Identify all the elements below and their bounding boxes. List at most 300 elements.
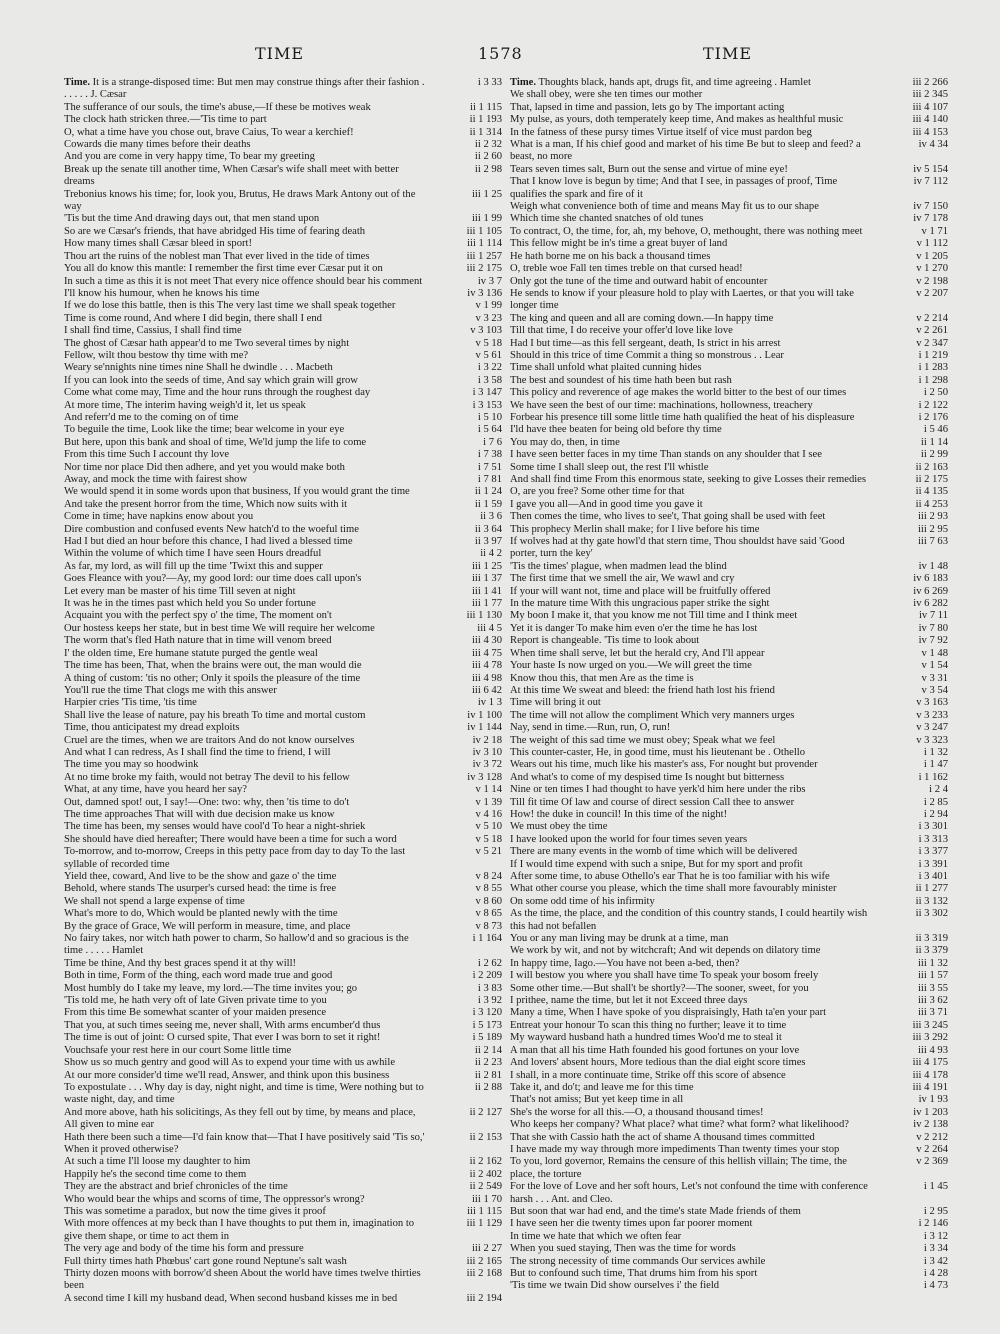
concordance-entry — [510, 908, 948, 933]
quotation-text: We must obey the time — [510, 821, 608, 833]
concordance-entry — [510, 1057, 948, 1069]
concordance-entry — [64, 325, 502, 337]
quotation-text: Behold, where stands The usurper's cursed head: the time is free — [64, 883, 337, 895]
act-scene-line-reference: iii 3 245 — [912, 1019, 948, 1031]
concordance-entry — [64, 970, 502, 982]
quotation-text: But to confound such time, That drums him from his sport — [510, 1268, 758, 1279]
act-scene-line-reference: i 2 122 — [918, 399, 948, 411]
quotation-text: What is a man, If his chief good and market of his time Be but to sleep and feed? a beast, no more — [510, 139, 861, 163]
quotation-text: For the love of Love and her soft hours, Let's not confound the time with conference harsh . . . Ant. and Cleo. — [510, 1181, 868, 1205]
act-scene-line-reference: iv 7 112 — [913, 176, 948, 188]
concordance-entry — [64, 226, 502, 238]
act-scene-line-reference: i 1 219 — [918, 349, 948, 361]
act-scene-line-reference: ii 2 162 — [469, 1156, 502, 1168]
quotation-text: They are the abstract and brief chronicles of the time — [64, 1181, 288, 1193]
quotation-text: We shall not spend a large expense of time — [64, 895, 245, 907]
quotation-text: When time shall serve, let but the herald cry, And I'll appear — [510, 647, 765, 659]
concordance-entry — [64, 1169, 502, 1181]
quotation-text: The time has been, my senses would have cool'd To hear a night-shriek — [64, 821, 366, 833]
concordance-entry — [64, 486, 502, 498]
concordance-entry — [64, 561, 502, 573]
concordance-entry — [510, 462, 948, 474]
concordance-entry — [64, 735, 502, 747]
concordance-entry — [510, 1268, 948, 1280]
quotation-text: A thing of custom: 'tis no other; Only it spoils the pleasure of the time — [64, 672, 361, 684]
act-scene-line-reference: iv 6 269 — [913, 585, 948, 597]
concordance-entry — [64, 424, 502, 436]
act-scene-line-reference: iv 1 203 — [913, 1106, 948, 1118]
concordance-entry — [510, 524, 948, 536]
act-scene-line-reference: iv 7 92 — [918, 635, 948, 647]
concordance-entry — [64, 474, 502, 486]
concordance-entry — [510, 660, 948, 672]
quotation-text: Weary se'nnights nine times nine Shall he dwindle . . . Macbeth — [64, 362, 333, 374]
act-scene-line-reference: iii 2 27 — [471, 1243, 502, 1255]
quotation-text: He hath borne me on his back a thousand times — [510, 250, 711, 262]
quotation-text: I gave you all—And in good time you gave it — [510, 498, 703, 510]
act-scene-line-reference: iii 1 41 — [471, 585, 502, 597]
concordance-entry — [64, 821, 502, 833]
quotation-text: Happily he's the second time come to them — [64, 1168, 247, 1180]
act-scene-line-reference: iii 1 99 — [471, 213, 502, 225]
act-scene-line-reference: v 3 31 — [921, 672, 948, 684]
act-scene-line-reference: v 1 112 — [916, 238, 948, 250]
concordance-entry — [64, 300, 502, 312]
concordance-entry — [510, 685, 948, 697]
concordance-entry — [64, 1032, 502, 1044]
concordance-entry — [510, 933, 948, 945]
act-scene-line-reference: i 7 6 — [483, 436, 502, 448]
act-scene-line-reference: ii 3 132 — [915, 895, 948, 907]
quotation-text: But soon that war had end, and the time's state Made friends of them — [510, 1205, 801, 1217]
act-scene-line-reference: ii 2 153 — [469, 1131, 502, 1143]
concordance-entry — [510, 213, 948, 225]
act-scene-line-reference: iv 5 154 — [913, 163, 948, 175]
act-scene-line-reference: iii 1 130 — [466, 610, 502, 622]
concordance-entry — [64, 995, 502, 1007]
concordance-entry — [64, 573, 502, 585]
act-scene-line-reference: iii 1 114 — [467, 238, 502, 250]
act-scene-line-reference: iii 4 191 — [912, 1081, 948, 1093]
concordance-entry — [64, 375, 502, 387]
quotation-text: A second time I kill my husband dead, When second husband kisses me in bed — [64, 1292, 398, 1304]
act-scene-line-reference: v 5 21 — [475, 846, 502, 858]
act-scene-line-reference: i 2 94 — [923, 808, 948, 820]
act-scene-line-reference: i 3 391 — [918, 858, 948, 870]
quotation-text: My pulse, as yours, doth temperately keep time, And makes as healthful music — [510, 114, 844, 126]
quotation-text: I'ld have thee beaten for being old before thy time — [510, 424, 722, 436]
concordance-entry — [510, 1256, 948, 1268]
quotation-text: This policy and reverence of age makes the world bitter to the best of our times — [510, 387, 847, 399]
act-scene-line-reference: i 3 34 — [923, 1243, 948, 1255]
act-scene-line-reference: ii 2 99 — [920, 449, 948, 461]
act-scene-line-reference: i 5 46 — [923, 424, 948, 436]
act-scene-line-reference: iii 1 57 — [917, 970, 948, 982]
quotation-text: If we do lose this battle, then is this The very last time we shall speak together — [64, 300, 396, 312]
quotation-text: The strong necessity of time commands Our services awhile — [510, 1255, 766, 1267]
quotation-text: Cowards die many times before their deaths — [64, 139, 251, 151]
quotation-text: 'Tis the times' plague, when madmen lead the blind — [510, 560, 727, 572]
quotation-text: In time we hate that which we often fear — [510, 1230, 682, 1242]
act-scene-line-reference: v 8 60 — [475, 895, 502, 907]
quotation-text: A man that all his time Hath founded his good fortunes on your love — [510, 1044, 800, 1056]
quotation-text: Fellow, wilt thou bestow thy time with me? — [64, 349, 249, 361]
concordance-entry — [64, 697, 502, 709]
act-scene-line-reference: i 7 38 — [477, 449, 502, 461]
act-scene-line-reference: i 4 73 — [923, 1280, 948, 1292]
act-scene-line-reference: v 5 10 — [475, 821, 502, 833]
quotation-text: Both in time, Form of the thing, each word made true and good — [64, 970, 333, 982]
act-scene-line-reference: v 1 205 — [916, 250, 948, 262]
act-scene-line-reference: iii 2 168 — [466, 1268, 502, 1279]
quotation-text: My boon I make it, that you know me not Till time and I think meet — [510, 610, 798, 622]
quotation-text: Within the volume of which time I have seen Hours dreadful — [64, 548, 322, 560]
quotation-text: Only got the tune of the time and outward habit of encounter — [510, 275, 768, 287]
concordance-entry — [64, 77, 502, 102]
concordance-entry — [510, 449, 948, 461]
act-scene-line-reference: iii 4 107 — [912, 101, 948, 113]
quotation-text: Break up the senate till another time, When Cæsar's wife shall meet with better dreams — [64, 163, 399, 188]
quotation-text: Till fit time Of law and course of direct session Call thee to answer — [510, 796, 795, 808]
act-scene-line-reference: v 1 99 — [475, 300, 502, 312]
act-scene-line-reference: i 2 146 — [918, 1218, 948, 1230]
quotation-text: We have seen the best of our time: machinations, hollowness, treachery — [510, 399, 813, 411]
concordance-entry — [510, 1132, 948, 1144]
concordance-entry — [510, 1144, 948, 1156]
concordance-entry — [64, 462, 502, 474]
quotation-text: I shall, in a more continuate time, Strike off this score of absence — [510, 1069, 786, 1081]
quotation-text: Nine or ten times I had thought to have yerk'd him here under the ribs — [510, 784, 806, 796]
act-scene-line-reference: iv 4 34 — [918, 139, 948, 151]
concordance-entry — [510, 263, 948, 275]
quotation-text: O, are you free? Some other time for that — [510, 486, 685, 498]
quotation-text: Then comes the time, who lives to see't, That going shall be used with feet — [510, 511, 826, 523]
quotation-text: Time is come round, And where I did begin, there shall I end — [64, 312, 322, 324]
concordance-entry — [64, 536, 502, 548]
quotation-text: To you, lord governor, Remains the censure of this hellish villain; The time, the place, the torture — [510, 1156, 847, 1180]
act-scene-line-reference: i 3 401 — [918, 871, 948, 882]
concordance-entry — [510, 1156, 948, 1181]
concordance-entry — [64, 772, 502, 784]
concordance-entry — [64, 623, 502, 635]
concordance-entry — [64, 883, 502, 895]
act-scene-line-reference: iii 2 93 — [917, 511, 948, 523]
quotation-text: 'Tis time we twain Did show ourselves i' the field — [510, 1280, 720, 1292]
quotation-text: After some time, to abuse Othello's ear That he is too familiar with his wife — [510, 871, 830, 882]
act-scene-line-reference: i 2 62 — [477, 957, 502, 969]
quotation-text: She should have died hereafter; There would have been a time for such a word — [64, 833, 397, 845]
quotation-text: And more above, hath his solicitings, As they fell out by time, by means and place, All given to mine ear — [64, 1106, 416, 1131]
concordance-entry — [510, 387, 948, 399]
quotation-text: Had I but time—as this fell sergeant, death, Is strict in his arrest — [510, 337, 781, 349]
act-scene-line-reference: i 3 33 — [477, 77, 502, 88]
quotation-text: And what's to come of my despised time Is nought but bitterness — [510, 771, 785, 783]
quotation-text: You may do, then, in time — [510, 436, 620, 448]
act-scene-line-reference: iv 1 93 — [918, 1094, 948, 1106]
quotation-text: In happy time, Iago.—You have not been a-bed, then? — [510, 957, 740, 969]
act-scene-line-reference: ii 4 135 — [915, 486, 948, 498]
quotation-text: As far, my lord, as will fill up the time 'Twixt this and supper — [64, 560, 323, 572]
concordance-entry — [510, 859, 948, 871]
act-scene-line-reference: i 2 95 — [923, 1205, 948, 1217]
quotation-text: At such a time I'll loose my daughter to him — [64, 1156, 251, 1168]
concordance-entry — [64, 685, 502, 697]
concordance-entry — [64, 797, 502, 809]
concordance-entry — [510, 226, 948, 238]
concordance-entry — [64, 908, 502, 920]
concordance-entry — [64, 660, 502, 672]
quotation-text: If wolves had at thy gate howl'd that stern time, Thou shouldst have said 'Good porter, turn the key' — [510, 536, 845, 560]
quotation-text: I shall find time, Cassius, I shall find time — [64, 325, 242, 337]
act-scene-line-reference: i 7 51 — [477, 461, 502, 473]
quotation-text: The sufferance of our souls, the time's abuse,—If these be motives weak — [64, 101, 371, 113]
act-scene-line-reference: iii 2 165 — [466, 1255, 502, 1267]
header-right-word: TIME — [703, 44, 753, 63]
quotation-text: With more offences at my beck than I have thoughts to put them in, imagination to give them shape, or time to act them in — [64, 1218, 415, 1242]
concordance-entry — [64, 313, 502, 325]
concordance-entry — [64, 362, 502, 374]
act-scene-line-reference: v 3 247 — [916, 722, 948, 734]
concordance-entry — [510, 648, 948, 660]
quotation-text: In such a time as this it is not meet That every nice offence should bear his comment — [64, 275, 423, 287]
quotation-text: I have made my way through more impediments Than twenty times your stop — [510, 1143, 840, 1155]
act-scene-line-reference: ii 3 64 — [474, 523, 502, 535]
quotation-text: Time will bring it out — [510, 697, 601, 709]
act-scene-line-reference: i 2 209 — [472, 970, 502, 982]
concordance-entry — [510, 127, 948, 139]
quotation-text: But here, upon this bank and shoal of time, We'ld jump the life to come — [64, 436, 367, 448]
concordance-entry — [510, 1007, 948, 1019]
quotation-text: He sends to know if your pleasure hold to play with Laertes, or that you will take longer time — [510, 287, 854, 312]
quotation-text: Till that time, I do receive your offer'd love like love — [510, 325, 733, 337]
concordance-entry — [510, 772, 948, 784]
act-scene-line-reference: i 3 83 — [477, 982, 502, 994]
act-scene-line-reference: iii 1 129 — [466, 1218, 502, 1230]
act-scene-line-reference: iii 2 345 — [912, 89, 948, 101]
act-scene-line-reference: v 3 233 — [916, 709, 948, 721]
concordance-entry — [510, 536, 948, 561]
act-scene-line-reference: iii 3 71 — [917, 1007, 948, 1019]
concordance-entry — [510, 499, 948, 511]
concordance-entry — [510, 747, 948, 759]
quotation-text: The clock hath stricken three.—'Tis time to part — [64, 114, 267, 126]
act-scene-line-reference: ii 1 314 — [469, 126, 502, 138]
concordance-entry — [510, 1032, 948, 1044]
quotation-text: Shall live the lease of nature, pay his breath To time and mortal custom — [64, 709, 366, 721]
page-number: 1578 — [478, 44, 523, 63]
act-scene-line-reference: v 1 48 — [921, 647, 948, 659]
concordance-entry — [510, 238, 948, 250]
act-scene-line-reference: v 1 71 — [921, 225, 948, 237]
act-scene-line-reference: iv 3 72 — [472, 759, 502, 771]
act-scene-line-reference: iv 7 178 — [913, 213, 948, 225]
concordance-entry — [510, 511, 948, 523]
concordance-entry — [64, 722, 502, 734]
act-scene-line-reference: iv 7 11 — [918, 610, 948, 622]
concordance-entry — [64, 189, 502, 214]
concordance-entry — [64, 213, 502, 225]
quotation-text: At more time, The interim having weigh'd it, let us speak — [64, 399, 306, 411]
concordance-entry — [64, 1070, 502, 1082]
concordance-entry — [64, 1156, 502, 1168]
act-scene-line-reference: iii 1 70 — [471, 1193, 502, 1205]
quotation-text: I have seen her die twenty times upon far poorer moment — [510, 1218, 753, 1230]
concordance-entry — [64, 238, 502, 250]
quotation-text: Our hostess keeps her state, but in best time We will require her welcome — [64, 622, 375, 634]
act-scene-line-reference: iii 1 105 — [466, 225, 502, 237]
act-scene-line-reference: iii 4 5 — [477, 622, 502, 634]
quotation-text: Your haste Is now urged on you.—We will greet the time — [510, 660, 752, 672]
act-scene-line-reference: iii 4 178 — [912, 1069, 948, 1081]
quotation-text: Time, thou anticipatest my dread exploits — [64, 722, 240, 734]
concordance-entry — [510, 288, 948, 313]
concordance-entry — [64, 400, 502, 412]
concordance-entry — [64, 1218, 502, 1243]
quotation-text: Nor time nor place Did then adhere, and yet you would make both — [64, 461, 345, 473]
quotation-text: I have looked upon the world for four times seven years — [510, 833, 748, 845]
quotation-text: There are many events in the womb of time which will be delivered — [510, 846, 798, 858]
quotation-text: On some odd time of his infirmity — [510, 895, 655, 907]
concordance-entry — [510, 1231, 948, 1243]
quotation-text: And you are come in very happy time, To bear my greeting — [64, 151, 315, 163]
act-scene-line-reference: i 4 28 — [923, 1268, 948, 1279]
act-scene-line-reference: ii 2 81 — [474, 1069, 502, 1081]
act-scene-line-reference: ii 1 14 — [920, 436, 948, 448]
quotation-text: Yet it is danger To make him even o'er the time he has lost — [510, 622, 758, 634]
concordance-entry — [64, 1194, 502, 1206]
concordance-entry — [64, 610, 502, 622]
concordance-entry — [64, 834, 502, 846]
act-scene-line-reference: v 1 270 — [916, 263, 948, 275]
act-scene-line-reference: iii 3 55 — [917, 982, 948, 994]
quotation-text: Time. It is a strange-disposed time: But men may construe things after their fashion . . . . . . J. Cæsar — [64, 77, 425, 101]
quotation-text: Some other time.—But shall't be shortly?—The sooner, sweet, for you — [510, 982, 809, 994]
quotation-text: We shall obey, were she ten times our mother — [510, 89, 703, 101]
quotation-text: Time shall unfold what plaited cunning hides — [510, 362, 702, 374]
quotation-text: So are we Cæsar's friends, that have abridged His time of fearing death — [64, 225, 366, 237]
quotation-text: To contract, O, the time, for, ah, my behove, O, methought, there was nothing meet — [510, 225, 863, 237]
quotation-text: I have seen better faces in my time Than stands on any shoulder that I see — [510, 449, 822, 461]
act-scene-line-reference: ii 1 59 — [474, 498, 502, 510]
concordance-entry — [64, 784, 502, 796]
quotation-text: You all do know this mantle: I remember the first time ever Cæsar put it on — [64, 263, 383, 275]
act-scene-line-reference: v 8 24 — [475, 871, 502, 882]
act-scene-line-reference: iv 2 18 — [472, 734, 502, 746]
quotation-text: And what I can redress, As I shall find the time to friend, I will — [64, 746, 331, 758]
concordance-entry — [64, 809, 502, 821]
concordance-entry — [510, 114, 948, 126]
quotation-text: And lovers' absent hours, More tedious than the dial eight score times — [510, 1057, 806, 1069]
quotation-text: Vouchsafe your rest here in our court Some little time — [64, 1044, 292, 1056]
concordance-entry — [64, 276, 502, 288]
quotation-text: Away, and mock the time with fairest show — [64, 474, 248, 485]
quotation-text: My wayward husband hath a hundred times Woo'd me to steal it — [510, 1032, 782, 1044]
act-scene-line-reference: ii 3 6 — [480, 511, 502, 523]
concordance-entry — [64, 635, 502, 647]
quotation-text: Dire combustion and confused events New hatch'd to the woeful time — [64, 523, 359, 535]
act-scene-line-reference: i 3 120 — [472, 1007, 502, 1019]
quotation-text: Some time I shall sleep out, the rest I'll whistle — [510, 461, 709, 473]
quotation-text: Most humbly do I take my leave, my lord.—The time invites you; go — [64, 982, 358, 994]
act-scene-line-reference: ii 4 253 — [915, 498, 948, 510]
act-scene-line-reference: v 3 54 — [921, 684, 948, 696]
quotation-text: Take it, and do't; and leave me for this time — [510, 1081, 694, 1093]
concordance-entry — [64, 759, 502, 771]
concordance-entry — [64, 164, 502, 189]
act-scene-line-reference: ii 1 115 — [470, 101, 502, 113]
act-scene-line-reference: v 3 103 — [470, 325, 502, 337]
act-scene-line-reference: iii 4 78 — [471, 660, 502, 672]
quotation-text: Time. Thoughts black, hands apt, drugs fit, and time agreeing . Hamlet — [510, 77, 811, 88]
running-header — [0, 44, 1000, 68]
act-scene-line-reference: i 2 176 — [918, 411, 948, 423]
concordance-entry — [510, 958, 948, 970]
concordance-entry — [510, 1280, 948, 1292]
quotation-text: Come what come may, Time and the hour runs through the roughest day — [64, 387, 371, 399]
concordance-entry — [64, 288, 502, 300]
act-scene-line-reference: i 3 42 — [923, 1255, 948, 1267]
concordance-entry — [64, 921, 502, 933]
quotation-text: Cruel are the times, when we are traitors And do not know ourselves — [64, 734, 355, 746]
act-scene-line-reference: i 5 173 — [472, 1019, 502, 1031]
quotation-text: The time approaches That will with due decision make us know — [64, 808, 335, 820]
quotation-text: And shall find time From this enormous state, seeking to give Losses their remedies — [510, 474, 867, 485]
act-scene-line-reference: iv 1 144 — [467, 722, 502, 734]
concordance-entry — [510, 176, 948, 201]
concordance-entry — [64, 747, 502, 759]
concordance-entry — [510, 102, 948, 114]
quotation-text: I'll know his humour, when he knows his time — [64, 287, 260, 299]
concordance-entry — [64, 251, 502, 263]
act-scene-line-reference: iii 4 175 — [912, 1057, 948, 1069]
quotation-text: The ghost of Cæsar hath appear'd to me Two several times by night — [64, 337, 350, 349]
quotation-text: We would spend it in some words upon that business, If you would grant the time — [64, 486, 410, 498]
quotation-text: Who would bear the whips and scorns of time, The oppressor's wrong? — [64, 1193, 365, 1205]
concordance-entry — [64, 127, 502, 139]
quotation-text: The time you may so hoodwink — [64, 759, 199, 771]
act-scene-line-reference: ii 3 97 — [474, 536, 502, 548]
quotation-text: And referr'd me to the coming on of time — [64, 411, 239, 423]
quotation-text: Let every man be master of his time Till seven at night — [64, 585, 296, 597]
quotation-text: The weight of this sad time we must obey; Speak what we feel — [510, 734, 776, 746]
quotation-text: The best and soundest of his time hath been but rash — [510, 374, 732, 386]
act-scene-line-reference: i 1 45 — [923, 1181, 948, 1193]
quotation-text: At this time We sweat and bleed: the friend hath lost his friend — [510, 684, 775, 696]
quotation-text: Thirty dozen moons with borrow'd sheen About the world have times twelve thirties been — [64, 1268, 421, 1292]
quotation-text: She's the worse for all this.—O, a thousand thousand times! — [510, 1106, 764, 1118]
concordance-entry — [510, 710, 948, 722]
act-scene-line-reference: ii 2 88 — [474, 1081, 502, 1093]
concordance-entry — [510, 1020, 948, 1032]
concordance-entry — [64, 412, 502, 424]
act-scene-line-reference: ii 2 163 — [915, 461, 948, 473]
concordance-entry — [510, 474, 948, 486]
concordance-entry — [64, 648, 502, 660]
concordance-entry — [64, 102, 502, 114]
concordance-entry — [510, 983, 948, 995]
quotation-text: That's not amiss; But yet keep time in all — [510, 1094, 684, 1106]
act-scene-line-reference: i 3 12 — [923, 1230, 948, 1242]
act-scene-line-reference: ii 2 14 — [474, 1044, 502, 1056]
act-scene-line-reference: v 8 73 — [475, 920, 502, 932]
concordance-entry — [64, 114, 502, 126]
concordance-entry — [510, 437, 948, 449]
quotation-text: That I know love is begun by time; And that I see, in passages of proof, Time qualifies the spark and fire of it — [510, 176, 838, 200]
quotation-text: This was sometime a paradox, but now the time gives it proof — [64, 1205, 326, 1217]
concordance-entry — [64, 710, 502, 722]
concordance-entry — [64, 449, 502, 461]
concordance-entry — [64, 1057, 502, 1069]
